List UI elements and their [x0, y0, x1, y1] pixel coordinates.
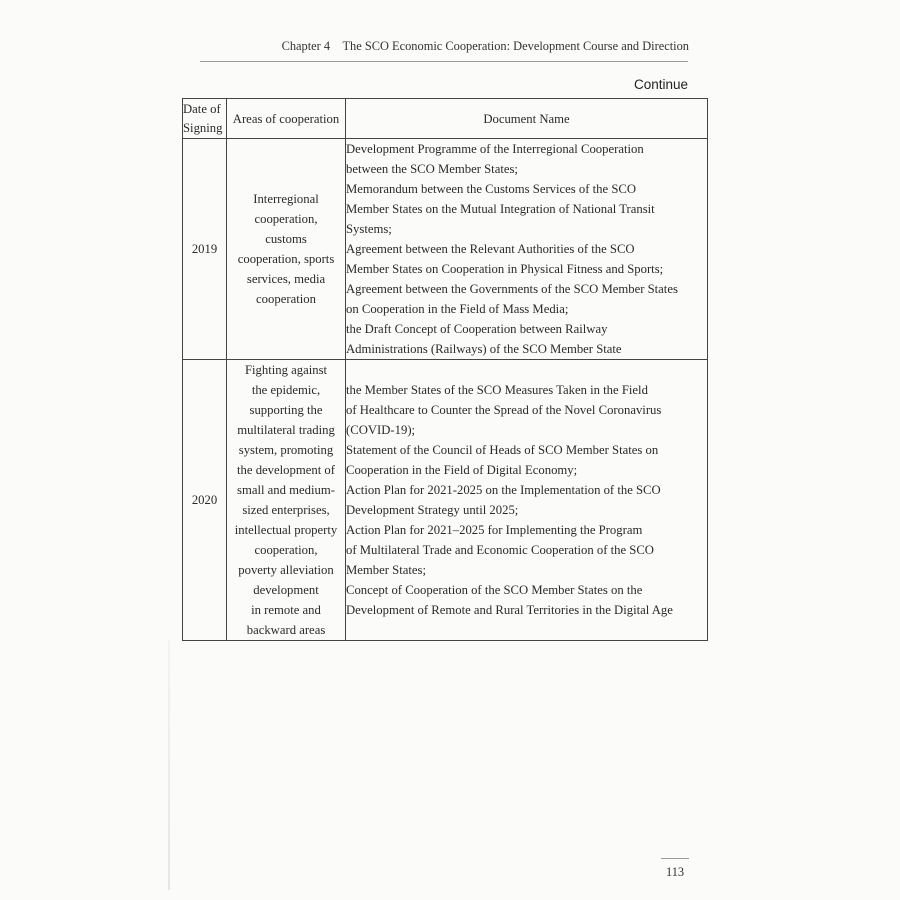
area-line: backward areas — [246, 623, 326, 637]
running-head: Chapter 4 The SCO Economic Cooperation: Development Course and Direction — [281, 39, 689, 53]
document-line: the Member States of the SCO Measures Taken in the Field — [346, 383, 648, 397]
document-line: Member States on Cooperation in Physical Fitness and Sports; — [346, 262, 664, 276]
documents-cell — [346, 360, 708, 641]
document-line: Member States; — [346, 563, 426, 577]
areas-cell — [227, 139, 346, 360]
continue-label: Continue — [633, 77, 688, 92]
document-line: Memorandum between the Customs Services of the SCO — [346, 182, 637, 196]
documents-cell — [346, 139, 708, 360]
document-line: Statement of the Council of Heads of SCO Member States on — [346, 443, 659, 457]
area-line: in remote and — [251, 603, 321, 617]
areas-cell — [227, 360, 346, 641]
document-line: Cooperation in the Field of Digital Economy; — [346, 463, 578, 477]
header-date-line-2: Signing — [183, 120, 223, 135]
page-gutter-shadow — [168, 640, 170, 890]
header-areas-of-cooperation: Areas of cooperation — [227, 99, 346, 139]
area-line: cooperation, — [254, 543, 318, 557]
table-row-2020 — [183, 360, 708, 641]
document-line: Agreement between the Relevant Authorities of the SCO — [346, 242, 635, 256]
area-line: supporting the — [249, 403, 323, 417]
document-line: Development of Remote and Rural Territories in the Digital Age — [346, 603, 673, 617]
area-line: customs — [265, 232, 307, 246]
area-line: poverty alleviation — [238, 563, 334, 577]
sco-documents-table — [182, 98, 708, 641]
area-line: cooperation — [256, 292, 316, 306]
area-line: cooperation, sports — [237, 252, 335, 266]
table-row-2019 — [183, 139, 708, 360]
header-rule — [200, 61, 688, 62]
document-line: the Draft Concept of Cooperation between Railway — [346, 322, 608, 336]
area-line: Fighting against — [244, 363, 328, 377]
document-line: Administrations (Railways) of the SCO Member State — [346, 342, 622, 356]
area-line: small and medium- — [237, 483, 335, 497]
document-line: between the SCO Member States; — [346, 162, 518, 176]
footer-rule — [661, 858, 689, 859]
area-line: cooperation, — [254, 212, 318, 226]
header-date-of-signing — [183, 99, 227, 139]
year-cell: 2019 — [183, 139, 227, 360]
document-line: Member States on the Mutual Integration of National Transit — [346, 202, 655, 216]
area-line: development — [253, 583, 319, 597]
area-line: services, media — [246, 272, 326, 286]
area-line: sized enterprises, — [242, 503, 330, 517]
document-line: Development Programme of the Interregional Cooperation — [346, 142, 644, 156]
area-line: the epidemic, — [251, 383, 321, 397]
document-line: Development Strategy until 2025; — [346, 503, 519, 517]
document-line: Systems; — [346, 222, 392, 236]
area-line: the development of — [237, 463, 335, 477]
header-document-name: Document Name — [346, 99, 708, 139]
document-line: Agreement between the Governments of the SCO Member States — [346, 282, 678, 296]
area-line: intellectual property — [234, 523, 338, 537]
area-line: Interregional — [253, 192, 319, 206]
page-number: 113 — [666, 865, 685, 879]
document-line: Action Plan for 2021-2025 on the Implementation of the SCO — [346, 483, 661, 497]
document-line: of Multilateral Trade and Economic Cooperation of the SCO — [346, 543, 654, 557]
document-line: (COVID-19); — [346, 423, 416, 437]
area-line: multilateral trading — [237, 423, 335, 437]
year-cell: 2020 — [183, 360, 227, 641]
document-line: Concept of Cooperation of the SCO Member States on the — [346, 583, 643, 597]
document-line: on Cooperation in the Field of Mass Media; — [346, 302, 569, 316]
table-header-row — [183, 99, 708, 139]
header-date-line-1: Date of — [183, 101, 221, 116]
document-line: of Healthcare to Counter the Spread of the Novel Coronavirus — [346, 403, 662, 417]
document-line: Action Plan for 2021–2025 for Implementing the Program — [346, 523, 643, 537]
area-line: system, promoting — [238, 443, 334, 457]
